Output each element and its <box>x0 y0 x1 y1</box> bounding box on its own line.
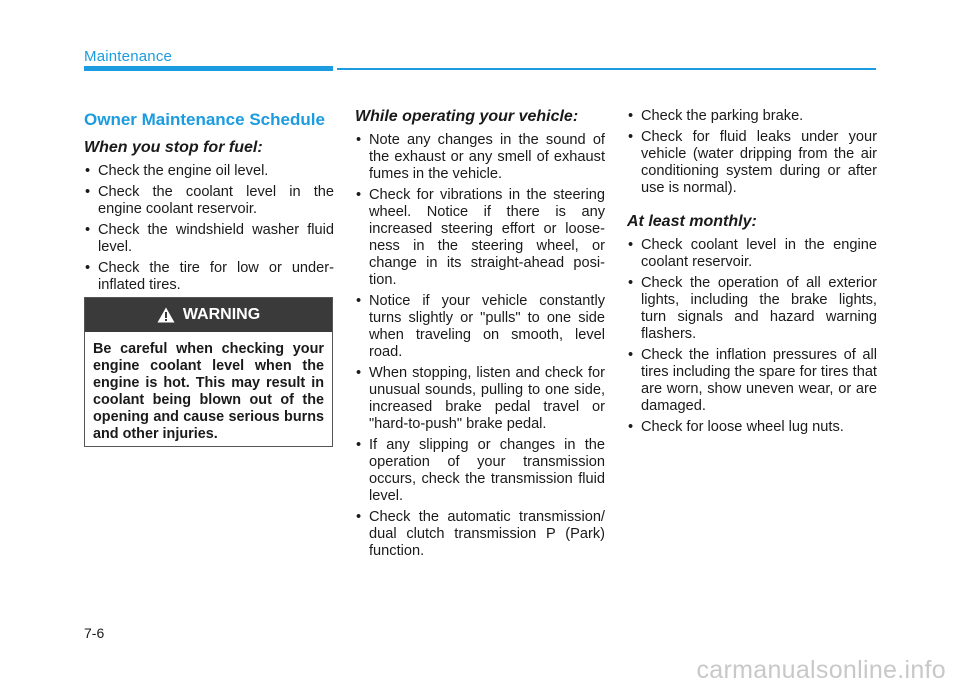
fuel-stop-list <box>84 163 334 294</box>
list-item: • Check the windshield washer fluid level. <box>84 222 334 256</box>
warning-label: WARNING <box>182 306 261 323</box>
section-header-title: Maintenance <box>84 48 173 65</box>
list-item: • Check the operation of all exterior lights, including the brake lights, turn signals and hazard warning flashers. <box>627 275 877 343</box>
header-rule-thick <box>84 66 333 71</box>
list-item: • Notice if your vehicle constantly turns slightly or "pulls" to one side when traveling on smooth, level road. <box>355 293 605 361</box>
subhead-fuel-stop: When you stop for fuel: <box>84 139 263 156</box>
list-item: • Check the parking brake. <box>627 108 877 125</box>
column-2 <box>355 108 605 564</box>
list-item: • Check for fluid leaks under your vehicle (water dripping from the air conditioning system during or after use is normal). <box>627 129 877 197</box>
list-item: • Note any changes in the sound of the exhaust or any smell of exhaust fumes in the vehicle. <box>355 132 605 183</box>
column-3 <box>627 108 877 440</box>
list-item: • If any slipping or changes in the operation of your transmission occurs, check the transmission fluid level. <box>355 437 605 505</box>
header-rule-thin <box>337 68 876 70</box>
list-item: • Check for loose wheel lug nuts. <box>627 419 877 436</box>
subhead-monthly: At least monthly: <box>627 213 757 230</box>
subhead-while-operating: While operating your vehicle: <box>355 108 579 125</box>
column-1 <box>84 110 334 298</box>
operating-list-continued <box>627 108 877 197</box>
list-item: • When stopping, listen and check for unusual sounds, pulling to one side, increased brake pedal travel or "hard-to-push" brake pedal. <box>355 365 605 433</box>
schedule-title: Owner Maintenance Schedule <box>84 110 325 129</box>
list-item: • Check the engine oil level. <box>84 163 334 180</box>
list-item: • Check the automatic transmission/ dual clutch transmission P (Park) function. <box>355 509 605 560</box>
list-item: • Check the coolant level in the engine coolant reservoir. <box>84 184 334 218</box>
warning-triangle-icon <box>157 307 175 323</box>
monthly-list <box>627 237 877 436</box>
operating-list <box>355 132 605 560</box>
list-item: • Check the tire for low or under-inflated tires. <box>84 260 334 294</box>
list-item: • Check the inflation pressures of all tires including the spare for tires that are worn, show uneven wear, or are damaged. <box>627 347 877 415</box>
warning-text: Be careful when checking your engine coolant level when the engine is hot. This may result in coolant being blown out of the opening and cause serious burns and other injuries. <box>93 341 324 442</box>
watermark: carmanualsonline.info <box>696 656 946 684</box>
warning-box <box>84 297 333 447</box>
page-number: 7-6 <box>84 625 105 641</box>
list-item: • Check for vibrations in the steering wheel. Notice if there is any increased steering effort or loose-ness in the steering wheel, or change in its straight-ahead posi-tion. <box>355 187 605 289</box>
warning-header <box>85 298 332 332</box>
list-item: • Check coolant level in the engine coolant reservoir. <box>627 237 877 271</box>
